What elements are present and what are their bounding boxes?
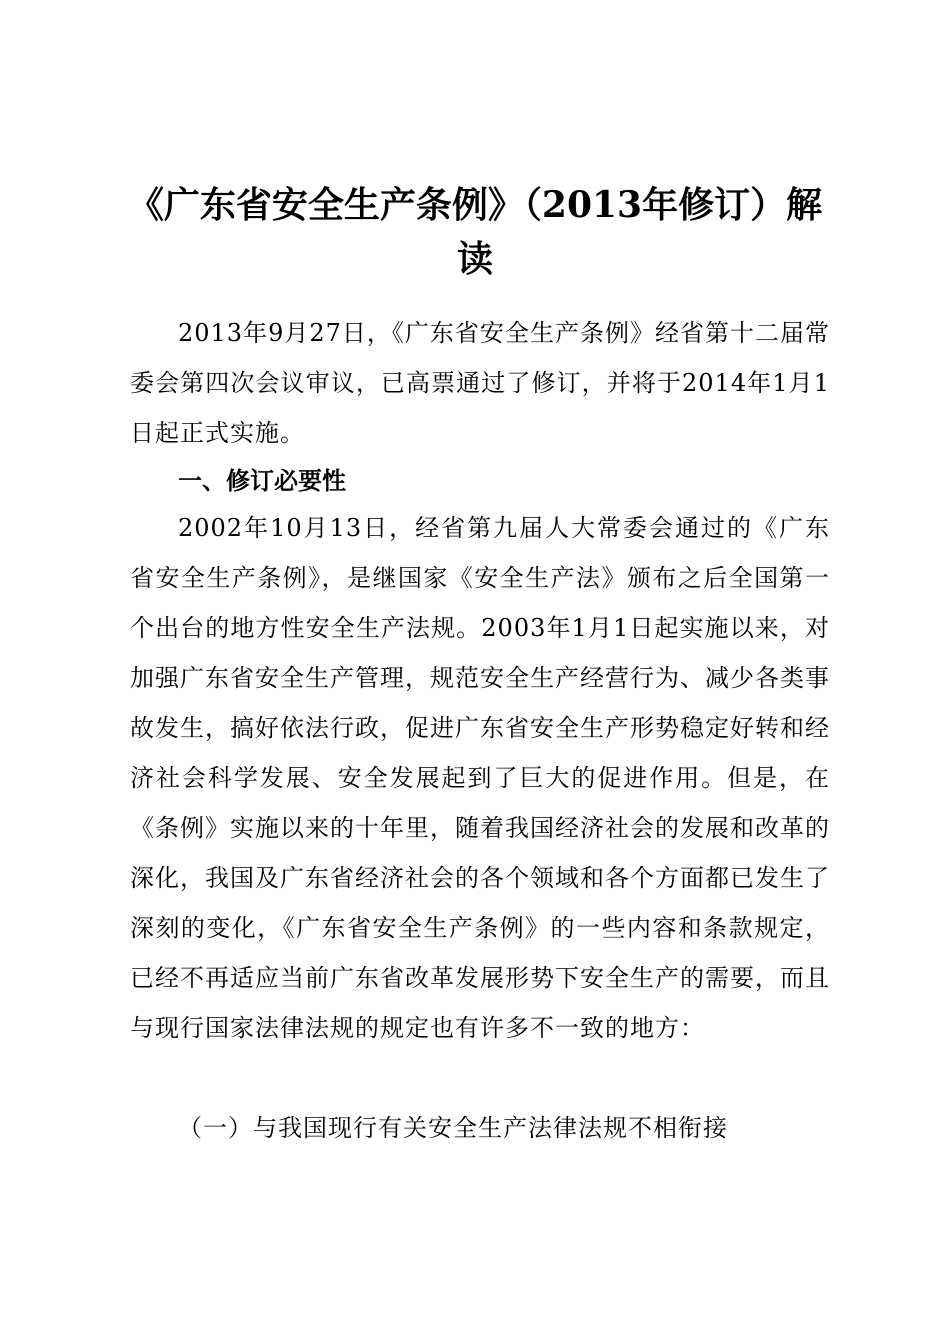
necessity-paragraph: 2002年10月13日，经省第九届人大常委会通过的《广东省安全生产条例》，是继国家《安全生产法》颁布之后全国第一个出台的地方性安全生产法规。2003年1月1日起实施以来，对加强广东省安全生产管理，规范安全生产经营行为、减少各类事故发生，搞好依法行政，促进广东省安全生产形势稳定好转和经济社会科学发展、安全发展起到了巨大的促进作用。但是，在《条例》实施以来的十年里，随着我国经济社会的发展和改革的深化，我国及广东省经济社会的各个领域和各个方面都已发生了深刻的变化，《广东省安全生产条例》的一些内容和条款规定，已经不再适应当前广东省改革发展形势下安全生产的需要，而且与现行国家法律法规的规定也有许多不一致的地方： bbox=[130, 514, 830, 1042]
title-line-2: 读 bbox=[456, 238, 493, 280]
section-heading-necessity: 一、修订必要性 bbox=[178, 467, 346, 495]
intro-paragraph: 2013年9月27日，《广东省安全生产条例》经省第十二届常委会第四次会议审议，已高票通过了修订，并将于2014年1月1日起正式实施。 bbox=[130, 319, 830, 447]
title-line-1: 《广东省安全生产条例》（2013年修订）解 bbox=[127, 184, 823, 226]
document-title bbox=[110, 178, 840, 286]
subsection-heading-1: （一）与我国现行有关安全生产法律法规不相衔接 bbox=[178, 1114, 728, 1142]
